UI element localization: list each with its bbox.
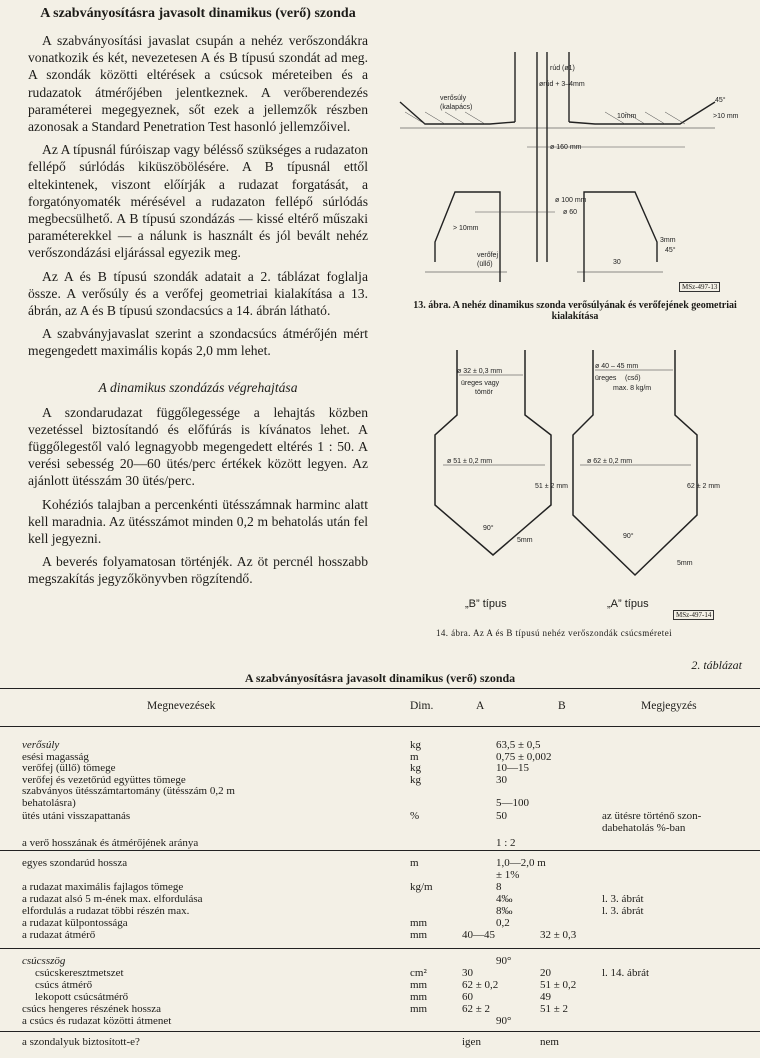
table-top-rule (0, 688, 760, 689)
row-ab-value: 90° (496, 955, 512, 967)
row-note: l. 14. ábrát (602, 967, 650, 979)
row-a-value: 62 ± 2 (462, 1003, 491, 1015)
row-b-value: nem (540, 1036, 559, 1048)
row-name: csúcs átmérő (35, 979, 93, 991)
article-column (28, 6, 368, 588)
b-5mm-label: 5mm (517, 537, 533, 544)
fig13-weight-label: verősúly (440, 95, 467, 102)
row-ab-value: 30 (496, 774, 507, 786)
paragraph-5: A szondarudazat függőlegessége a lehajtás közben vezetéssel biztosítandó és előfúrás is kívánatos lehet. A függőlegestől való legnagyobb megengedett eltérés 1 : 50. A verési sebesség 20—60 ütés/perc értékek között legyen. Az ajánlott ütésszám 30 ütés/perc. (28, 404, 368, 489)
row-name: a csúcs és rudazat közötti átmenet (22, 1015, 172, 1027)
row-name: a rudazat átmérő (22, 929, 96, 941)
row-name: csúcskeresztmetszet (35, 967, 124, 979)
row-name: verőfej és vezetőrúd együttes tömege (22, 774, 186, 786)
table-number: 2. táblázat (691, 658, 742, 672)
fig13-d60-label: ø 60 (563, 209, 578, 216)
row-name: a rudazat alsó 5 m-ének max. elfordulása (22, 893, 203, 905)
row-a-value: 62 ± 0,2 (462, 979, 499, 991)
b-note1: üreges vagy (461, 380, 500, 387)
article-title: A szabványosításra javasolt dinamikus (verő) szonda (40, 6, 356, 21)
row-note: l. 3. ábrát (602, 893, 644, 905)
row-note: az ütésre történő szon- (602, 810, 702, 822)
row-note: l. 3. ábrát (602, 905, 644, 917)
row-dim: m (410, 751, 419, 763)
row-ab-value: 0,2 (496, 917, 510, 929)
row-ab-value: 4‰ (496, 893, 513, 905)
fig13-d100-label: ø 100 mm (555, 197, 587, 204)
fig13-head-label2: (üllő) (477, 261, 493, 268)
fig13-rod-gap-label: ørúd + 3–4mm (539, 81, 585, 88)
row-dim: mm (410, 917, 428, 929)
row-a-value: 60 (462, 991, 473, 1003)
b-len-label: 51 ± 2 mm (535, 483, 569, 490)
row-a-value: 30 (462, 967, 473, 979)
row-name: elfordulás a rudazat többi részén max. (22, 905, 190, 917)
row-dim: mm (410, 979, 428, 991)
row-ab-value: 63,5 ± 0,5 (496, 739, 541, 751)
table-mid-rule (0, 850, 760, 851)
row-name: egyes szondarúd hossza (22, 857, 128, 869)
fig13-head-label: verőfej (477, 252, 499, 259)
row-dim: kg (410, 774, 421, 786)
row-name: a rudazat külpontossága (22, 917, 128, 929)
fig13-45deg-head-label: 45° (665, 247, 676, 254)
fig13-10mm-label: 10mm (617, 113, 637, 120)
fig13-weight-label2: (kalapács) (440, 104, 473, 111)
row-dim: % (410, 810, 420, 822)
row-b-value: 20 (540, 967, 551, 979)
row-dim: mm (410, 929, 428, 941)
row-b-value: 51 ± 0,2 (540, 979, 577, 991)
fig13-gt10mm-label: >10 mm (713, 113, 739, 120)
section-subheading: A dinamikus szondázás végrehajtása (98, 379, 298, 395)
a-type-label: „A” típus (607, 598, 649, 610)
row-name: a szondalyuk biztosított-e? (22, 1036, 140, 1048)
row-a-value: 40—45 (462, 929, 495, 941)
fig13-tag: MSz-497-13 (679, 282, 720, 292)
fig13-3mm-label: 3mm (660, 237, 676, 244)
row-ab-value: 1 : 2 (496, 837, 516, 849)
row-name: verősúly (22, 739, 60, 751)
paragraph-7: A beverés folyamatosan történjék. Az öt percnél hosszabb megszakítás jegyzőkönyvben rögzítendő. (28, 554, 368, 587)
header-b: B (558, 700, 566, 712)
row-dim: kg/m (410, 881, 433, 893)
row-ab-value: 5—100 (496, 797, 529, 809)
row-dim: kg (410, 739, 421, 751)
fig14-tag: MSz-497-14 (673, 610, 714, 620)
paragraph-1: A szabványosítási javaslat csupán a nehéz verőszondákra vonatkozik és két, nevezetesen A és B típusú szondát ad meg. A szondák közötti eltérések a csúcsok méreteiben és a rudazatok átmérőjében jelentkeznek. A verőberendezés paraméterei megegyeznek, sőt ezek a jellemzők részben azonosak a Standard Penetration Test hasonló jellemzőivel. (28, 33, 368, 135)
row-ab-value: 10—15 (496, 762, 529, 774)
a-note1: üreges (595, 375, 617, 382)
header-a: A (476, 700, 485, 712)
row-dim: cm² (410, 967, 427, 979)
row-dim: m (410, 857, 419, 869)
a-angle-label: 90° (623, 533, 634, 540)
a-note3: max. 8 kg/m (613, 385, 652, 392)
row-name: lekopott csúcsátmérő (35, 991, 129, 1003)
row-dim: mm (410, 1003, 428, 1015)
row-ab-value: 1,0—2,0 m (496, 857, 546, 869)
row-name: csúcs hengeres részének hossza (22, 1003, 161, 1015)
a-note2: (cső) (625, 375, 641, 382)
row-ab-value: 0,75 ± 0,002 (496, 751, 552, 763)
b-note2: tömör (475, 389, 493, 396)
fig14-caption: 14. ábra. Az A és B típusú nehéz verőszondák csúcsméretei (436, 628, 672, 638)
paragraph-2: Az A típusnál fúróiszap vagy bélésső szükséges a rudazaton fellépő súrlódás kiküszöbölésére. A B típusnál ettől eltekintenek, viszont előírják a rudazat forgatását, a forgatónyomaték mérésével a rudazaton fellépő súrlódás megbecsülhető. A B típusú szondázás — kissé eltérő műszaki paraméterekkel — a nálunk is használt és jól bevált nehéz verőszondázási eljárással egyezik meg. (28, 142, 368, 261)
row-b-value: 49 (540, 991, 551, 1003)
a-dia-label: ø 62 ± 0,2 mm (587, 458, 633, 465)
row-name: szabványos ütésszámtartomány (ütésszám 0,2 m (22, 785, 235, 797)
row-dim: mm (410, 991, 428, 1003)
row-name: esési magasság (22, 751, 89, 763)
fig13-caption: 13. ábra. A nehéz dinamikus szonda verősúlyának és verőfejének geometriai kialakítása (413, 300, 737, 322)
figure-13 (395, 52, 755, 297)
row-ab-value: 8‰ (496, 905, 513, 917)
figure-14 (395, 340, 755, 630)
row-a-value: igen (462, 1036, 481, 1048)
row-name: csúcsszög (22, 955, 66, 967)
row-name: behatolásra) (22, 797, 76, 809)
b-top-label: ø 32 ± 0,3 mm (457, 368, 503, 375)
fig13-gt10mm-head-label: > 10mm (453, 225, 479, 232)
a-len-label: 62 ± 2 mm (687, 483, 721, 490)
b-type-label: „B” típus (465, 598, 507, 610)
paragraph-4: A szabványjavaslat szerint a szondacsúcs átmérőjén mért megengedett maximális kopás 2,0 mm lehet. (28, 326, 368, 359)
row-ab-value: 90° (496, 1015, 512, 1027)
row-dim: kg (410, 762, 421, 774)
row-b-value: 51 ± 2 (540, 1003, 569, 1015)
row-b-value: 32 ± 0,3 (540, 929, 577, 941)
a-5mm-label: 5mm (677, 560, 693, 567)
a-top-label: ø 40 – 45 mm (595, 363, 639, 370)
table-header-rule (0, 726, 760, 727)
row-name: a rudazat maximális fajlagos tömege (22, 881, 184, 893)
fig13-rod-label: rúd (ø1) (550, 65, 575, 72)
header-name: Megnevezések (147, 700, 216, 712)
b-angle-label: 90° (483, 525, 494, 532)
row-ab-value: 50 (496, 810, 507, 822)
paragraph-6: Kohéziós talajban a percenkénti ütésszámnak harminc alatt kell maradnia. Az ütésszámot minden 0,2 m behatolás után fel kell jegyezni. (28, 496, 368, 547)
fig13-45deg-label: 45° (715, 97, 726, 104)
row-name: a verő hosszának és átmérőjének aránya (22, 837, 199, 849)
fig13-d160-label: ø 160 mm (550, 144, 582, 151)
header-dim: Dim. (410, 700, 434, 712)
row-name: verőfej (üllő) tömege (22, 762, 116, 774)
paragraph-3: Az A és B típusú szondák adatait a 2. táblázat foglalja össze. A verősúly és a verőfej geometriai kialakítása a 13. ábrán, az A és B típusú szondacsúcs a 14. ábrán látható. (28, 268, 368, 319)
table-mid-rule-3 (0, 1031, 760, 1032)
table-title: A szabványosításra javasolt dinamikus (verő) szonda (244, 671, 516, 685)
header-note: Megjegyzés (641, 700, 697, 712)
row-note: dabehatolás %-ban (602, 822, 686, 834)
b-dia-label: ø 51 ± 0,2 mm (447, 458, 493, 465)
row-ab-value: ± 1% (496, 869, 520, 881)
fig13-30-label: 30 (613, 259, 621, 266)
row-name: ütés utáni visszapattanás (22, 810, 131, 822)
table-mid-rule-2 (0, 948, 760, 949)
row-ab-value: 8 (496, 881, 502, 893)
